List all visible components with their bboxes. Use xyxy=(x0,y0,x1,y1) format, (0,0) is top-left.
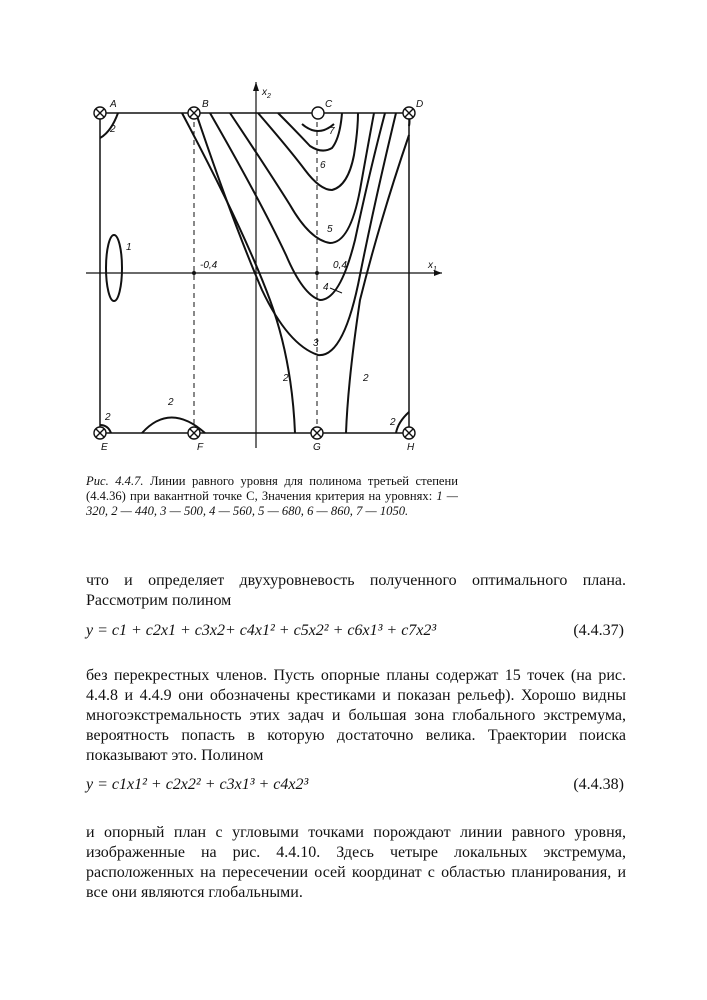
label-f: F xyxy=(197,442,204,453)
tick-label-pos: 0,4 xyxy=(333,260,347,271)
paragraph-2: без перекрестных членов. Пусть опорные планы содержат 15 точек (на рис. 4.4.8 и 4.4.9 они обозначены крестиками и показан рельеф). Хорошо видны многоэкстремальность этих задач и большая зона глобального экстремума, вероятность попасть в которую достаточно велика. Траектории поиска показывают это. Полином xyxy=(86,667,626,764)
tick-dot-pos xyxy=(315,271,319,275)
caption-levels: 1 — 320, 2 — 440, 3 — 500, 4 — 560, 5 — 680, 6 — 860, 7 — 1050. xyxy=(86,489,458,518)
paragraph-1: что и определяет двухуровневость полученного оптимального плана. Рассмотрим полином xyxy=(86,572,626,609)
equation-1-formula: y = c1 + c2x1 + c3x2+ c4x1² + c5x2² + c6x1³ + c7x2³ xyxy=(86,622,437,639)
equation-1-number: (4.4.37) xyxy=(573,622,624,639)
x1-axis-label: $x_1$ xyxy=(428,260,437,273)
label-b: B xyxy=(202,99,209,110)
level-label-2-b: 2 xyxy=(105,412,111,423)
level-5-curve xyxy=(230,113,374,243)
point-b-marker xyxy=(188,107,200,119)
contour-figure xyxy=(0,0,707,470)
caption-label: Рис. 4.4.7. xyxy=(86,474,144,488)
equation-4-4-38 xyxy=(86,776,626,800)
point-e-marker xyxy=(94,427,106,439)
paragraph-3: и опорный план с угловыми точками порождают линии равного уровня, изображенные на рис. 4.4.10. Здесь четыре локальных экстремума, расположенных на пересечении осей координат с областью планирования, и все они являются глобальными. xyxy=(86,824,626,901)
level-label-2-f: 2 xyxy=(390,417,396,428)
level-label-4: 4 xyxy=(323,282,329,293)
level-label-2-c: 2 xyxy=(168,397,174,408)
level-2-curve-e xyxy=(346,135,409,433)
label-c: C xyxy=(325,99,333,110)
level-label-3: 3 xyxy=(313,338,319,349)
label-g: G xyxy=(313,442,321,453)
level-1-curve xyxy=(106,235,122,301)
label-h: H xyxy=(407,442,415,453)
level-4-curve xyxy=(210,113,385,300)
level-label-2-e: 2 xyxy=(363,373,369,384)
tick-dot-neg xyxy=(192,271,196,275)
level-label-5: 5 xyxy=(327,224,333,235)
level-label-1: 1 xyxy=(126,242,132,253)
figure-caption xyxy=(86,474,458,519)
tick-label-neg: -0,4 xyxy=(200,260,218,271)
point-a-marker xyxy=(94,107,106,119)
label-a: A xyxy=(110,99,117,110)
level-3-curve xyxy=(196,113,396,355)
caption-text: Линии равного уровня для полинома третьей степени (4.4.36) при вакантной точке С, Значения критерия на уровнях: xyxy=(86,474,459,503)
point-g-marker xyxy=(311,427,323,439)
label-d: D xyxy=(416,99,424,110)
x2-arrow xyxy=(253,82,259,91)
level-label-2-d: 2 xyxy=(283,373,289,384)
equation-2-formula: y = c1x1² + c2x2² + c3x1³ + c4x2³ xyxy=(86,776,309,793)
point-c-marker xyxy=(312,107,324,119)
point-h-marker xyxy=(403,427,415,439)
level-label-7: 7 xyxy=(329,126,335,137)
point-d-marker xyxy=(403,107,415,119)
equation-4-4-37 xyxy=(86,622,626,646)
level-label-6: 6 xyxy=(320,160,326,171)
point-f-marker xyxy=(188,427,200,439)
label-e: E xyxy=(101,442,108,453)
equation-2-number: (4.4.38) xyxy=(573,776,624,793)
level-label-2-a: 2 xyxy=(110,124,116,135)
x2-axis-label: $x_2$ xyxy=(262,87,271,100)
